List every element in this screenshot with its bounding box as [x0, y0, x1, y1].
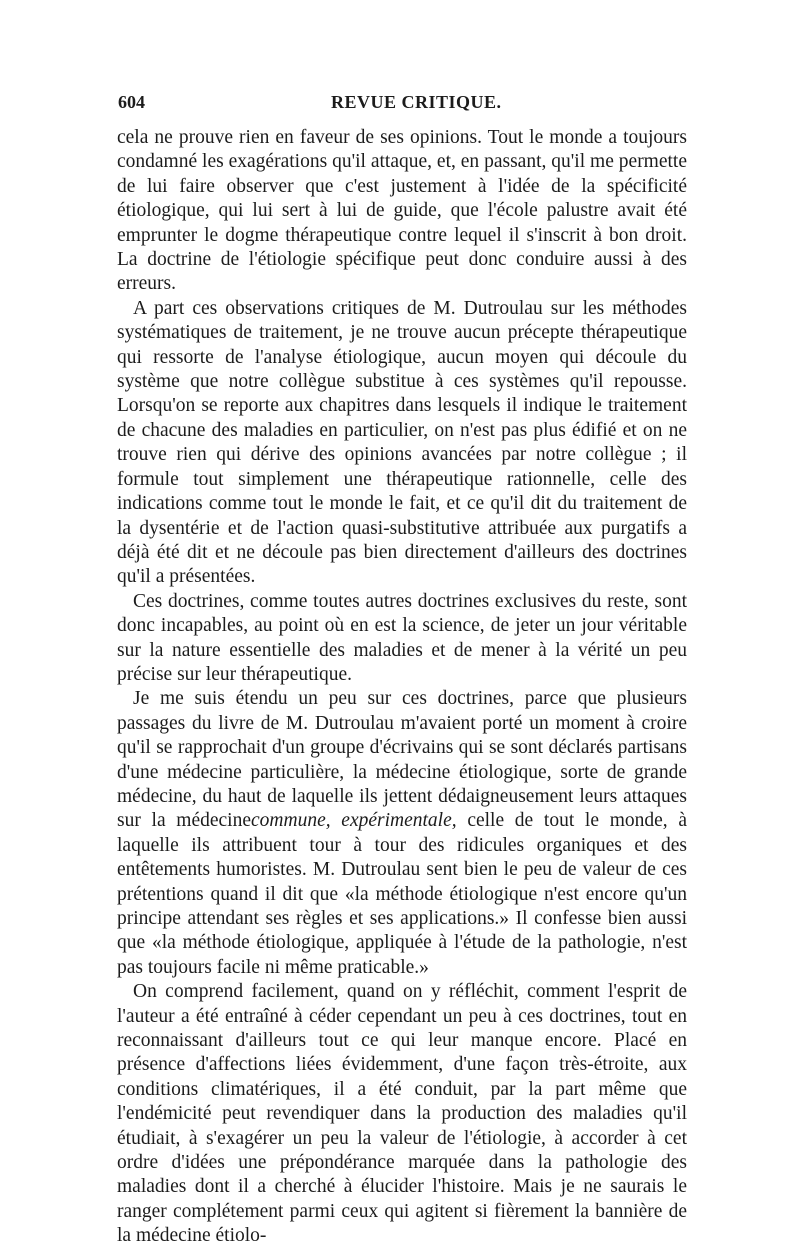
paragraph-text: celle de tout le monde, à laquelle ils attribuent tour à tour des ridicules organiques et des entêtements humoristes. M. Dutroulau sent bien le peu de valeur de ces prétentions quand il dit que «la méthode étiologique n'est encore qu'un principe attendant ses règles et ses applications.» Il confesse bien aussi que «la méthode étiologique, appliquée à l'étude de la pathologie, n'est pas toujours facile ni même praticable.»	[117, 810, 687, 978]
paragraph	[117, 687, 687, 980]
body-text	[117, 126, 687, 1249]
running-title: REVUE CRITIQUE.	[331, 92, 502, 112]
paragraph: On comprend facilement, quand on y réfléchit, comment l'esprit de l'auteur a été entraîné à céder cependant un peu à ces doctrines, tout en reconnaissant d'ailleurs tout ce qui leur manque encore. Placé en présence d'affections liées évidemment, d'une façon très-étroite, aux conditions climatériques, il a été conduit, par la part même que l'endémicité peut revendiquer dans la production des maladies qu'il étudiait, à s'exagérer un peu la valeur de l'étiologie, à accorder à cet ordre d'idées une prépondérance marquée dans la pathologie des maladies dont il a cherché à élucider l'histoire. Mais je ne saurais le ranger complétement parmi ceux qui agitent si fièrement la bannière de la médecine étiolo-	[117, 981, 687, 1247]
paragraph: A part ces observations critiques de M. Dutroulau sur les méthodes systématiques de traitement, je ne trouve aucun précepte thérapeutique qui ressorte de l'analyse étiologique, aucun moyen qui découle du système que notre collègue substitue à ces systèmes qu'il repousse. Lorsqu'on se reporte aux chapitres dans lesquels il indique le traitement de chacune des maladies en particulier, on n'est pas plus édifié et on ne trouve rien qui dérive des opinions avancées par notre collègue ; il formule tout simplement une thérapeutique rationnelle, celle des indications comme tout le monde le fait, et ce qu'il dit du traitement de la dysentérie et de l'action quasi-substitutive attribuée aux purgatifs a déjà été dit et ne découle pas bien directement d'ailleurs des doctrines qu'il a présentées.	[117, 297, 687, 588]
page-header	[118, 92, 690, 120]
italic-phrase: commune, expérimentale,	[251, 810, 457, 832]
page-number: 604	[118, 92, 145, 112]
paragraph-text: Je me suis étendu un peu sur ces doctrines, parce que plusieurs passages du livre de M. Dutroulau m'avaient porté un moment à croire qu'il se rapprochait d'un groupe d'écrivains qui se sont déclarés partisans d'une médecine particulière, la médecine étiologique, sorte de grande médecine, du haut de laquelle ils jettent dédaigneusement leurs attaques sur la médecine	[117, 688, 687, 832]
paragraph: Ces doctrines, comme toutes autres doctrines exclusives du reste, sont donc incapables, au point où en est la science, de jeter un jour véritable sur la nature essentielle des maladies et de mener à la vérité un peu précise sur leur thérapeutique.	[117, 590, 687, 685]
paragraph: cela ne prouve rien en faveur de ses opinions. Tout le monde a toujours condamné les exagérations qu'il attaque, et, en passant, qu'il me permette de lui faire observer que c'est justement à l'idée de la spécificité étiologique, qui lui sert à lui de guide, que l'école palustre avait été emprunter le dogme thérapeutique contre lequel il s'inscrit à bon droit. La doctrine de l'étiologie spécifique peut donc conduire aussi à des erreurs.	[117, 127, 687, 295]
